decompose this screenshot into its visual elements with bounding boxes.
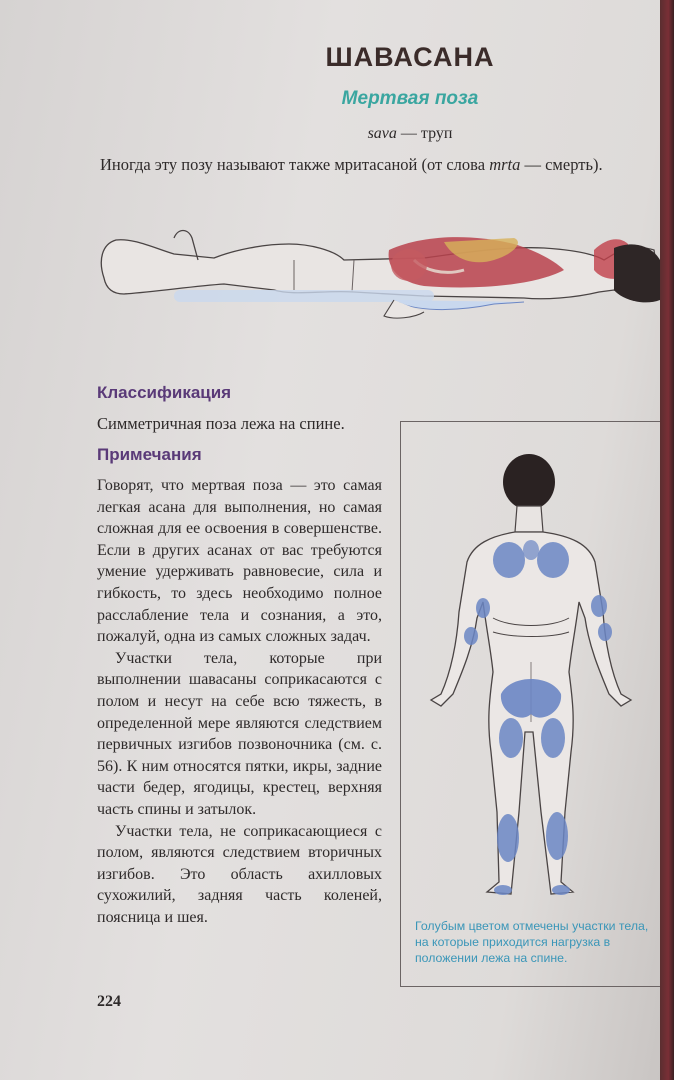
anatomy-lying-figure-illustration [94, 220, 664, 330]
classification-heading: Классификация [97, 383, 232, 402]
etymology-dash: — [396, 125, 421, 142]
notes-body [97, 475, 382, 928]
page-number: 224 [97, 993, 121, 1010]
notes-paragraph-1: Говорят, что мертвая поза — это самая легкая асана для выполнения, но самая сложная для ее освоения в совершенстве. Если в других асанах от вас требуются умение удерживать равновесие, сила и гибкость, то здесь необходимо полное расслабление тела и сознания, а это, пожалуй, одна из самых сложных задач. [97, 477, 382, 646]
also-called-line [100, 155, 660, 175]
page-subtitle: Мертвая поза [341, 88, 479, 109]
also-called-before: Иногда эту позу называют также мритасаной (от слова [100, 155, 490, 174]
notes-heading: Примечания [97, 445, 202, 464]
book-edge [660, 0, 674, 1080]
classification-text: Симметричная поза лежа на спине. [97, 414, 345, 433]
notes-paragraph-3: Участки тела, не соприкасающиеся с полом, являются следствием вторичных изгибов. Это область ахилловых сухожилий, задняя часть коленей, поясница и шея. [97, 822, 382, 926]
also-called-after: — смерть). [520, 155, 603, 174]
notes-paragraph-2: Участки тела, которые при выполнении шавасаны соприкасаются с полом и несут на себе всю тяжесть, в определенной мере являются следствием первичных изгибов позвоночника (см. с. 56). К ним относятся пятки, икры, задние части бедер, ягодицы, крестец, верхняя часть спины и затылок. [97, 649, 382, 818]
body-back-view-illustration [401, 432, 663, 912]
page-title: ШАВАСАНА [325, 42, 495, 72]
etymology-meaning: труп [420, 125, 453, 142]
figure-caption: Голубым цветом отмечены участки тела, на которые приходится нагрузка в положении лежа на спине. [415, 919, 649, 965]
figure-box [400, 421, 662, 987]
etymology-line [300, 125, 520, 143]
also-called-term: mrta [489, 155, 521, 174]
etymology-term: sava [367, 125, 397, 142]
